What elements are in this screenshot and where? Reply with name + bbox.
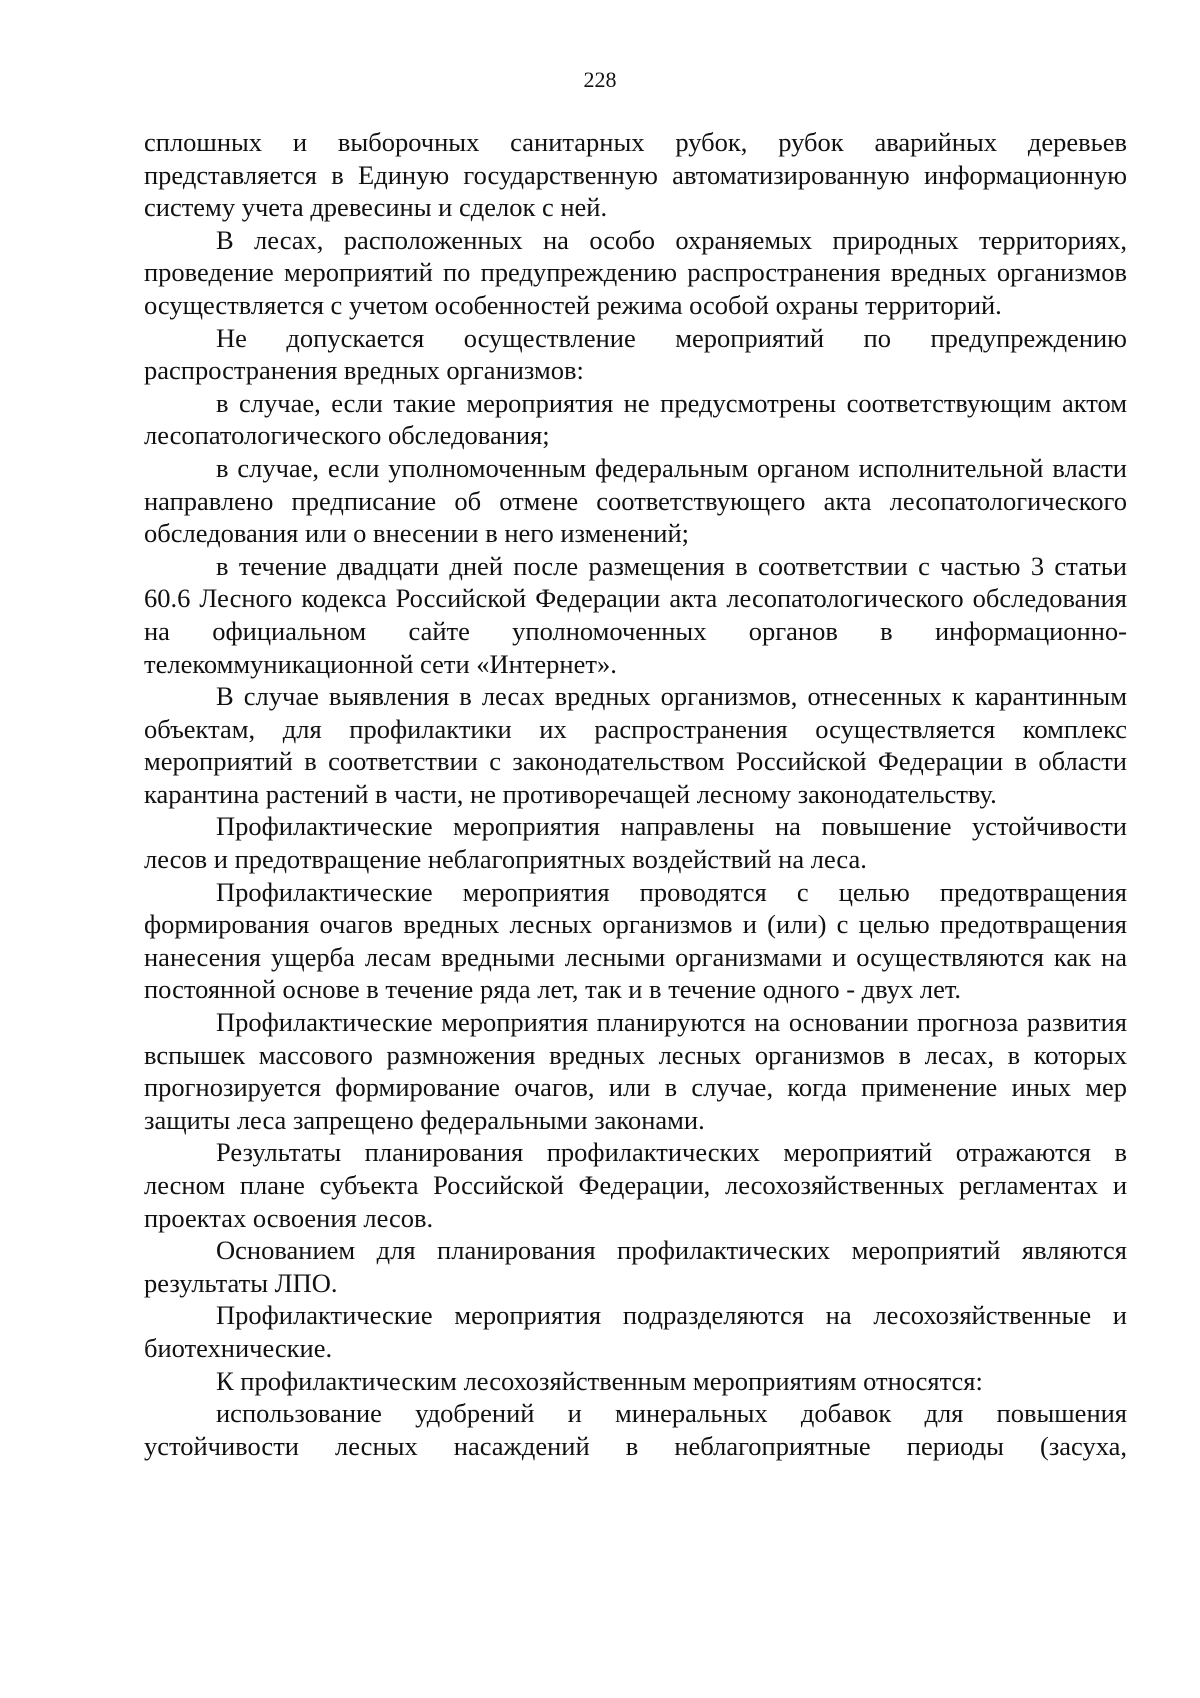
paragraph: Профилактические мероприятия планируются на основании прогноза развития вспышек массового размножения вредных лесных организмов в лесах, в которых прогнозируется формирование очагов, или в случае, когда применение иных мер защиты леса запрещено федеральными законами. [144, 1007, 1127, 1135]
paragraph: В случае выявления в лесах вредных организмов, отнесенных к карантинным объектам, для профилактики их распространения осуществляется комплекс мероприятий в соответствии с законодательством Российской Федерации в области карантина растений в части, не противоречащей лесному законодательству. [144, 681, 1127, 809]
paragraph: в случае, если уполномоченным федеральным органом исполнительной власти направлено предписание об отмене соответствующего акта лесопатологического обследования или о внесении в него изменений; [144, 452, 1127, 549]
paragraph: сплошных и выборочных санитарных рубок, рубок аварийных деревьев представляется в Единую государственную автоматизированную информационную систему учета древесины и сделок с ней. [144, 127, 1127, 223]
paragraph: Результаты планирования профилактических мероприятий отражаются в лесном плане субъекта Российской Федерации, лесохозяйственных регламентах и проектах освоения лесов. [144, 1137, 1127, 1233]
paragraph: Профилактические мероприятия направлены на повышение устойчивости лесов и предотвращение неблагоприятных воздействий на леса. [144, 811, 1127, 875]
page-body [144, 126, 1127, 1462]
paragraph: в течение двадцати дней после размещения в соответствии с частью 3 статьи 60.6 Лесного кодекса Российской Федерации акта лесопатологического обследования на официальном сайте уполномоченных органов в информационно-телекоммуникационной сети «Интернет». [144, 550, 1127, 679]
paragraph: Не допускается осуществление мероприятий по предупреждению распространения вредных организмов: [144, 322, 1127, 386]
paragraph: К профилактическим лесохозяйственным мероприятиям относятся: [216, 1365, 983, 1396]
paragraph: Профилактические мероприятия подразделяются на лесохозяйственные и биотехнические. [144, 1300, 1127, 1363]
paragraph: Основанием для планирования профилактических мероприятий являются результаты ЛПО. [144, 1235, 1127, 1298]
paragraph: Профилактические мероприятия проводятся с целью предотвращения формирования очагов вредных лесных организмов и (или) с целью предотвращения нанесения ущерба лесам вредными лесными организмами и осуществляются как на постоянной основе в течение ряда лет, так и в течение одного - двух лет. [144, 876, 1127, 1005]
paragraph: использование удобрений и минеральных добавок для повышения устойчивости лесных насаждений в неблагоприятные периоды (засуха, [144, 1398, 1127, 1461]
paragraph: В лесах, расположенных на особо охраняемых природных территориях, проведение мероприятий по предупреждению распространения вредных организмов осуществляется с учетом особенностей режима особой охраны территорий. [144, 224, 1127, 320]
page-number: 228 [583, 67, 617, 92]
paragraph: в случае, если такие мероприятия не предусмотрены соответствующим актом лесопатологического обследования; [144, 387, 1127, 451]
